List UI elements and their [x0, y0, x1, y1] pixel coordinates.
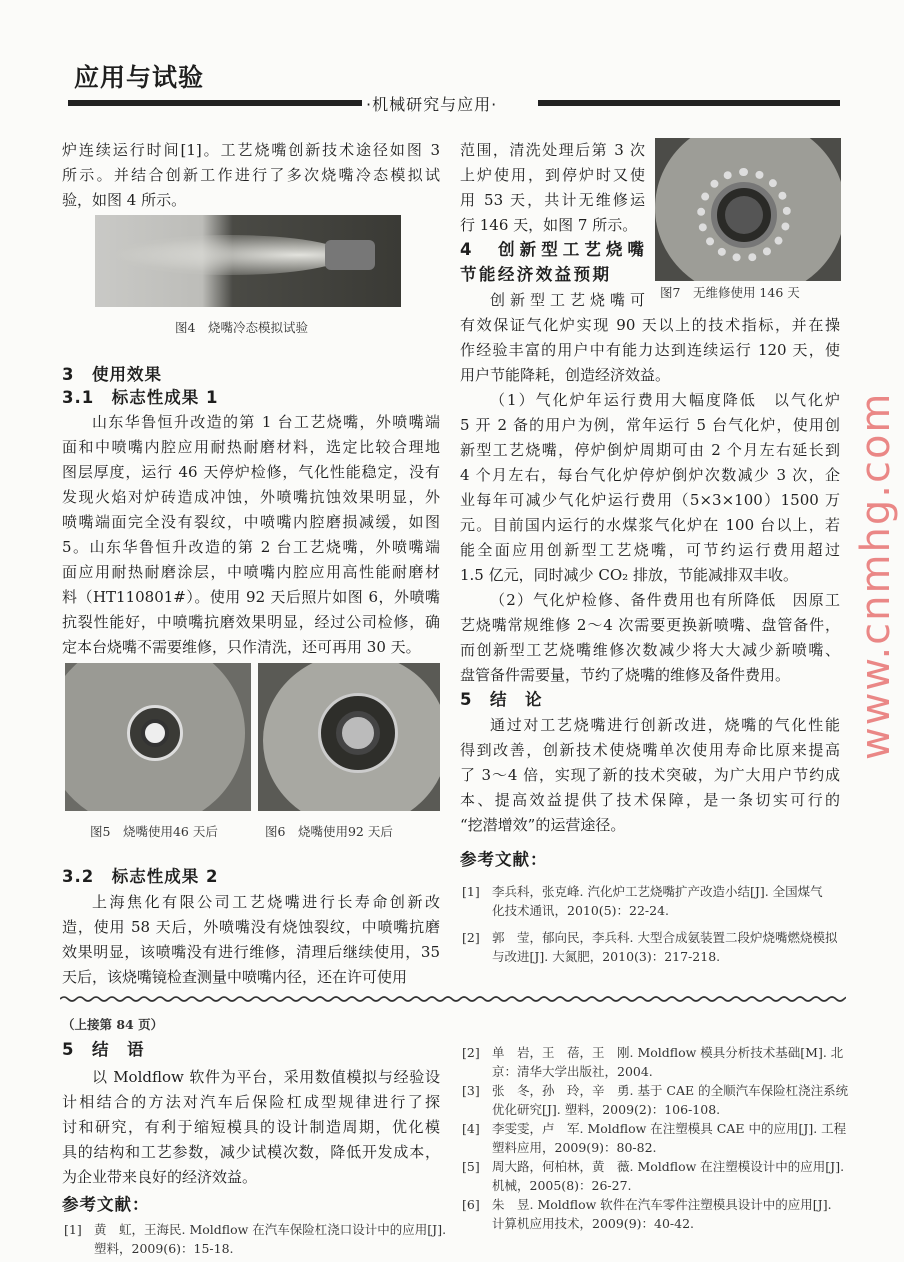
header-rule-right — [538, 100, 840, 106]
references-title: 参考文献： — [460, 850, 548, 869]
paragraph-line: 了 3～4 倍，实现了新的技术突破，为广大用户节约成 — [460, 766, 840, 784]
reference-number: [2] — [462, 930, 480, 945]
paragraph-line: 具的结构和工艺参数，减少试模次数，降低开发成本， — [62, 1143, 440, 1161]
reference-line: 优化研究[J]. 塑料，2009(2)：106-108. — [492, 1102, 721, 1117]
paragraph-line: 用 53 天，共计无维修运 — [460, 191, 645, 209]
reference-number: [5] — [462, 1159, 480, 1174]
reference-line: 塑料，2009(6)：15-18. — [94, 1241, 234, 1256]
paragraph-line: 造，使用 58 天后，外喷嘴没有烧蚀裂纹，中喷嘴抗磨 — [62, 918, 440, 936]
reference-line: 化技术通讯，2010(5)：22-24. — [492, 903, 670, 918]
paragraph-line: 发现火焰对炉砖造成冲蚀，外喷嘴抗蚀效果明显，外 — [62, 488, 440, 506]
reference-number: [4] — [462, 1121, 480, 1136]
paragraph-line: （2）气化炉检修、备件费用也有所降低 因原工 — [490, 591, 840, 609]
figure-5-photo — [65, 663, 251, 811]
paragraph-line: 5。山东华鲁恒升改造的第 2 台工艺烧嘴，外喷嘴端 — [62, 538, 440, 556]
paragraph-line: 料（HT110801#）。使用 92 天后照片如图 6，外喷嘴 — [62, 588, 440, 606]
heading-3: 3 使用效果 — [62, 365, 162, 384]
reference-number: [2] — [462, 1045, 480, 1060]
paragraph-line: 上海焦化有限公司工艺烧嘴进行长寿命创新改 — [92, 893, 440, 911]
paragraph-line: 效果明显，该喷嘴没有进行维修，清理后继续使用，35 — [62, 943, 440, 961]
paragraph-line: （1）气化炉年运行费用大幅度降低 以气化炉 — [490, 391, 840, 409]
heading-4: 节能经济效益预期 — [460, 265, 610, 284]
reference-line: 机械，2005(8)：26-27. — [492, 1178, 632, 1193]
reference-number: [6] — [462, 1197, 480, 1212]
references-title: 参考文献： — [62, 1195, 150, 1214]
paragraph-line: 5 开 2 备的用户为例，常年运行 5 台气化炉，使用创 — [460, 416, 840, 434]
heading-5: 5 结 论 — [460, 690, 543, 709]
figure-4-caption: 图4 烧嘴冷态模拟试验 — [175, 320, 308, 335]
paragraph-line: 通过对工艺烧嘴进行创新改进，烧嘴的气化性能 — [490, 716, 840, 734]
paragraph-line: 验，如图 4 所示。 — [62, 191, 187, 209]
figure-7-photo — [655, 138, 841, 281]
paragraph-line: 所示。并结合创新工作进行了多次烧嘴冷态模拟试 — [62, 166, 440, 184]
paragraph-line: 定本台烧嘴不需要维修，只作清洗，还可再用 30 天。 — [62, 638, 421, 656]
reference-line: 计算机应用技术，2009(9)：40-42. — [492, 1216, 695, 1231]
paragraph-line: 4 个月左右，每台气化炉停炉倒炉次数减少 3 次，企 — [460, 466, 840, 484]
paragraph-line: 上炉使用，到停炉时又使 — [460, 166, 645, 184]
journal-name: ·机械研究与应用· — [366, 95, 498, 114]
paragraph-line: 得到改善，创新技术使烧嘴单次使用寿命比原来提高 — [460, 741, 840, 759]
paragraph-line: 而创新型工艺烧嘴维修次数减少将大大减少新喷嘴、 — [460, 641, 840, 659]
figure-6-caption: 图6 烧嘴使用92 天后 — [265, 824, 393, 839]
paragraph-line: 抗裂性能好，中喷嘴抗磨效果明显，经过公司检修，确 — [62, 613, 440, 631]
paragraph-line: 天后，该烧嘴镜检查测量中喷嘴内径，还在许可使用 — [62, 968, 408, 986]
paragraph-line: 面应用耐热耐磨涂层，中喷嘴内腔应用高性能耐磨材 — [62, 563, 440, 581]
continued-note: （上接第 84 页） — [62, 1017, 164, 1032]
reference-line: 京：清华大学出版社，2004. — [492, 1064, 653, 1079]
paragraph-line: 以 Moldflow 软件为平台，采用数值模拟与经验设 — [92, 1068, 440, 1086]
header-rule-left — [68, 100, 362, 106]
reference-number: [1] — [64, 1222, 82, 1237]
reference-number: [1] — [462, 884, 480, 899]
paragraph-line: 有效保证气化炉实现 90 天以上的技术指标，并在操 — [460, 316, 840, 334]
reference-line: 郭 莹，郁向民，李兵科. 大型合成氨装置二段炉烧嘴燃烧模拟 — [492, 930, 838, 945]
figure-6-photo — [258, 663, 440, 811]
heading-3-2: 3.2 标志性成果 2 — [62, 867, 219, 886]
reference-line: 塑料应用，2009(9)：80-82. — [492, 1140, 657, 1155]
paragraph-line: 山东华鲁恒升改造的第 1 台工艺烧嘴，外喷嘴端 — [92, 413, 440, 431]
paragraph-line: 为企业带来良好的经济效益。 — [62, 1168, 258, 1186]
heading-3-1: 3.1 标志性成果 1 — [62, 388, 219, 407]
paragraph-line: 喷嘴端面完全没有裂纹，中喷嘴内腔磨损减缓，如图 — [62, 513, 440, 531]
reference-line: 单 岩，王 蓓，王 刚. Moldflow 模具分析技术基础[M]. 北 — [492, 1045, 844, 1060]
paragraph-line: “挖潜增效”的运营途径。 — [460, 816, 626, 834]
paragraph-line: 图层厚度，运行 46 天停炉检修，气化性能稳定，没有 — [62, 463, 440, 481]
reference-line: 李兵科，张克峰. 汽化炉工艺烧嘴扩产改造小结[J]. 全国煤气 — [492, 884, 823, 899]
reference-line: 张 冬，孙 玲，辛 勇. 基于 CAE 的全顺汽车保险杠浇注系统 — [492, 1083, 849, 1098]
reference-line: 周大路，何柏林，黄 薇. Moldflow 在注塑模设计中的应用[J]. — [492, 1159, 845, 1174]
paragraph-line: 新型工艺烧嘴，停炉倒炉周期可由 2 个月左右延长到 — [460, 441, 840, 459]
paragraph-line: 创新型工艺烧嘴可 — [490, 291, 645, 309]
paragraph-line: 1.5 亿元，同时减少 CO₂ 排放，节能减排双丰收。 — [460, 566, 798, 584]
reference-number: [3] — [462, 1083, 480, 1098]
paragraph-line: 讨和研究，有利于缩短模具的设计制造周期，优化模 — [62, 1118, 440, 1136]
figure-5-caption: 图5 烧嘴使用46 天后 — [90, 824, 218, 839]
paragraph-line: 范围，清洗处理后第 3 次 — [460, 141, 645, 159]
figure-7-caption: 图7 无维修使用 146 天 — [660, 285, 800, 300]
paragraph-line: 计相结合的方法对汽车后保险杠成型规律进行了探 — [62, 1093, 440, 1111]
paragraph-line: 炉连续运行时间[1]。工艺烧嘴创新技术途径如图 3 — [62, 141, 440, 159]
section-title: 应用与试验 — [74, 63, 205, 92]
reference-line: 黄 虹，王海民. Moldflow 在汽车保险杠浇口设计中的应用[J]. — [94, 1222, 447, 1237]
paragraph-line: 作经验丰富的用户中有能力达到连续运行 120 天，使 — [460, 341, 840, 359]
reference-line: 与改进[J]. 大氮肥，2010(3)：217-218. — [492, 949, 721, 964]
paragraph-line: 盘管备件需要量，节约了烧嘴的维修及备件费用。 — [460, 666, 791, 684]
reference-line: 朱 昱. Moldflow 软件在汽车零件注塑模具设计中的应用[J]. — [492, 1197, 832, 1212]
watermark: www.cnmhg.com — [853, 391, 899, 760]
paragraph-line: 本、提高效益提供了技术保障，是一条切实可行的 — [460, 791, 840, 809]
paragraph-line: 业每年可减少气化炉运行费用（5×3×100）1500 万 — [460, 491, 840, 509]
section-divider — [60, 993, 846, 1005]
paragraph-line: 用户节能降耗，创造经济效益。 — [460, 366, 671, 384]
heading-4: 4 创新型工艺烧嘴 — [460, 240, 645, 259]
paragraph-line: 面和中喷嘴内腔应用耐热耐磨材料，选定比较合理地 — [62, 438, 440, 456]
paragraph-line: 能全面应用创新型工艺烧嘴，可节约运行费用超过 — [460, 541, 840, 559]
heading-conclusion: 5 结 语 — [62, 1040, 145, 1059]
figure-4-photo — [95, 215, 401, 307]
paragraph-line: 行 146 天，如图 7 所示。 — [460, 216, 638, 234]
reference-line: 李雯雯，卢 军. Moldflow 在注塑模具 CAE 中的应用[J]. 工程 — [492, 1121, 847, 1136]
paragraph-line: 元。目前国内运行的水煤浆气化炉在 100 台以上，若 — [460, 516, 840, 534]
paragraph-line: 艺烧嘴常规维修 2～4 次需要更换新喷嘴、盘管备件， — [460, 616, 840, 634]
